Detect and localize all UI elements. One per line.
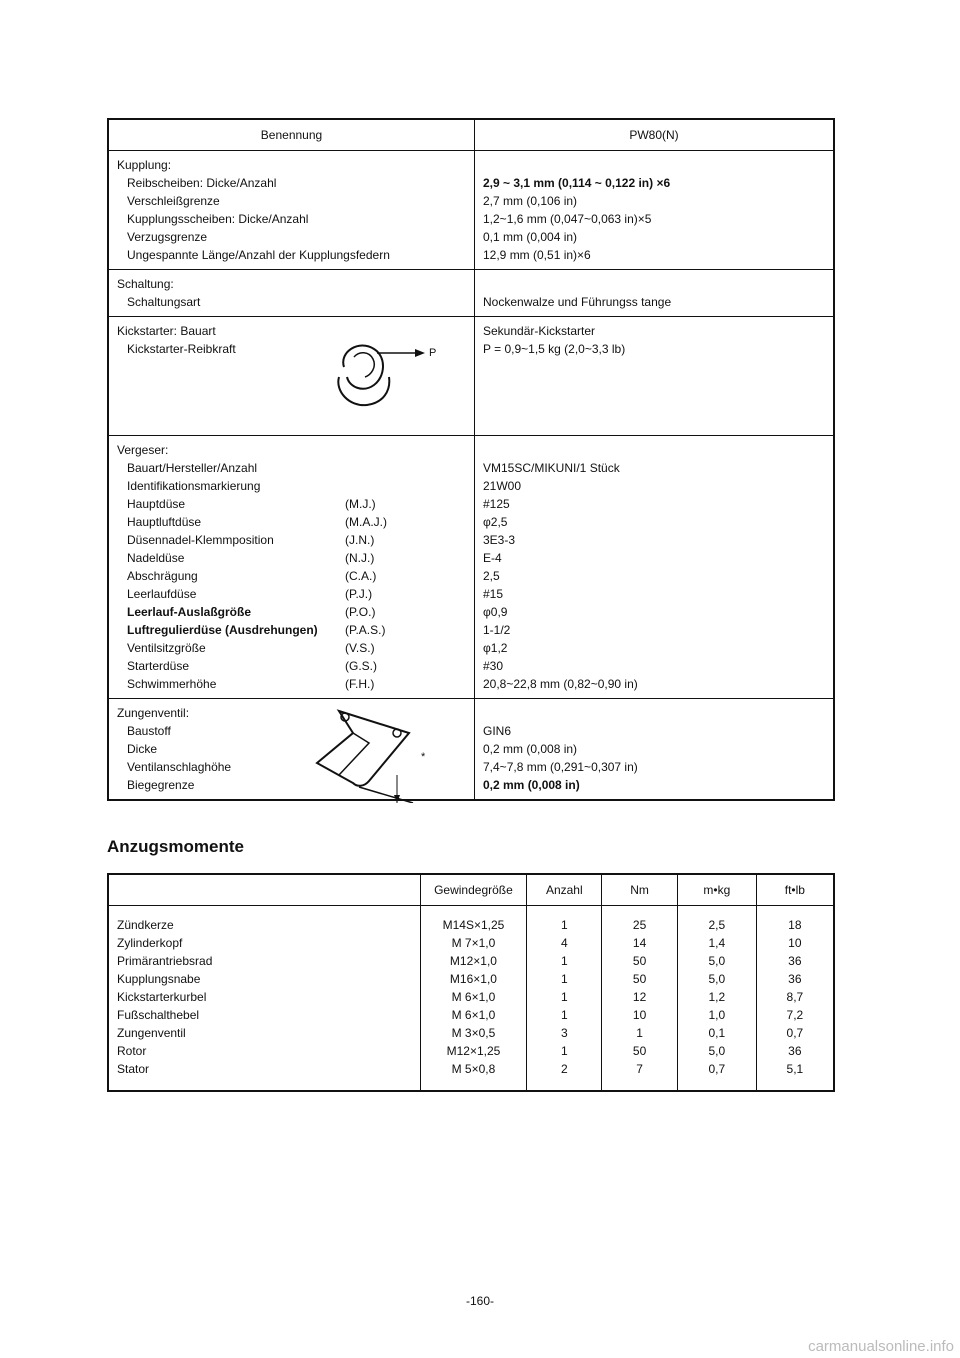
- table-cell: 0,1: [677, 1024, 756, 1042]
- torque-col-count: Anzahl: [527, 874, 602, 906]
- schaltung-values: [475, 270, 833, 316]
- table-row: [108, 1060, 834, 1091]
- vergaser-labels: [109, 436, 475, 698]
- spec-section-vergaser: [109, 435, 833, 698]
- vergaser-row-label: [117, 459, 466, 477]
- table-cell: Kupplungsnabe: [117, 972, 201, 986]
- table-cell: 5,0: [677, 1042, 756, 1060]
- table-cell: 7: [602, 1060, 678, 1091]
- spec-header-row: [109, 120, 833, 150]
- table-cell: M 6×1,0: [420, 988, 527, 1006]
- zungenventil-value: 7,4~7,8 mm (0,291~0,307 in): [483, 760, 638, 774]
- vergaser-label: Luftregulierdüse (Ausdrehungen): [127, 623, 318, 637]
- table-cell: 1: [527, 906, 602, 935]
- vergaser-value: 2,5: [483, 569, 500, 583]
- kickstarter-value: Sekundär-Kickstarter: [483, 324, 596, 338]
- zungenventil-value: GIN6: [483, 724, 512, 738]
- table-cell: 10: [756, 934, 834, 952]
- table-cell: M 5×0,8: [420, 1060, 527, 1091]
- vergaser-label: Düsennadel-Klemmposition: [127, 533, 274, 547]
- schaltung-value: Nockenwalze und Führungss tange: [483, 295, 672, 309]
- vergaser-values: [475, 436, 833, 698]
- table-cell: Zungenventil: [117, 1026, 186, 1040]
- vergaser-title: Vergeser:: [117, 443, 169, 457]
- table-cell: M14S×1,25: [420, 906, 527, 935]
- spec-section-schaltung: [109, 269, 833, 316]
- table-cell: 1: [527, 970, 602, 988]
- torque-col-ftlb: ft•lb: [756, 874, 834, 906]
- table-cell: 1,0: [677, 1006, 756, 1024]
- torque-table-body: [108, 906, 834, 1092]
- table-cell: M 3×0,5: [420, 1024, 527, 1042]
- zungenventil-label: Dicke: [127, 742, 158, 756]
- spec-table: [107, 118, 835, 801]
- vergaser-code: (G.S.): [345, 659, 377, 673]
- kupplung-label: Verschleißgrenze: [127, 194, 220, 208]
- table-row: [108, 1006, 834, 1024]
- vergaser-value: 21W00: [483, 479, 522, 493]
- vergaser-row-label: [117, 585, 466, 603]
- table-cell: M 7×1,0: [420, 934, 527, 952]
- kupplung-value: 12,9 mm (0,51 in)×6: [483, 248, 591, 262]
- table-cell: 14: [602, 934, 678, 952]
- table-cell: 1: [527, 988, 602, 1006]
- table-cell: M12×1,0: [420, 952, 527, 970]
- vergaser-code: (M.A.J.): [345, 515, 387, 529]
- vergaser-value: #15: [483, 587, 504, 601]
- vergaser-label-list: [117, 459, 466, 693]
- zungenventil-labels: [109, 699, 475, 799]
- torque-col-thread: Gewindegröße: [420, 874, 527, 906]
- table-cell: M16×1,0: [420, 970, 527, 988]
- table-cell: Zylinderkopf: [117, 936, 183, 950]
- table-row: [108, 988, 834, 1006]
- table-cell: 1: [527, 1006, 602, 1024]
- table-cell: 1: [527, 1042, 602, 1060]
- vergaser-value: #30: [483, 659, 504, 673]
- spec-header-benennung: Benennung: [109, 120, 475, 150]
- zungenventil-label: Biegegrenze: [127, 778, 195, 792]
- vergaser-code: (J.N.): [345, 533, 375, 547]
- table-cell: Fußschalthebel: [117, 1008, 200, 1022]
- vergaser-code: (M.J.): [345, 497, 376, 511]
- table-cell: Stator: [117, 1062, 150, 1076]
- zungenventil-values: [475, 699, 833, 799]
- table-cell: 4: [527, 934, 602, 952]
- table-cell: 5,1: [756, 1060, 834, 1091]
- table-cell: Rotor: [117, 1044, 147, 1058]
- section-title-anzugsmomente: Anzugsmomente: [107, 837, 244, 856]
- table-cell: 50: [602, 1042, 678, 1060]
- vergaser-code: (P.O.): [345, 605, 376, 619]
- spec-section-kickstarter: [109, 316, 833, 435]
- reed-valve-figure-label: *: [421, 751, 426, 763]
- zungenventil-value: 0,2 mm (0,008 in): [483, 742, 578, 756]
- vergaser-value: E-4: [483, 551, 502, 565]
- vergaser-code: (P.A.S.): [345, 623, 386, 637]
- schaltung-labels: [109, 270, 475, 316]
- vergaser-value: VM15SC/MIKUNI/1 Stück: [483, 461, 620, 475]
- table-cell: 2,5: [677, 906, 756, 935]
- table-cell: 18: [756, 906, 834, 935]
- kickstarter-labels: [109, 317, 475, 435]
- vergaser-label: Ventilsitzgröße: [127, 641, 206, 655]
- vergaser-row-label: [117, 675, 466, 693]
- schaltung-title: Schaltung:: [117, 277, 174, 291]
- kupplung-value: [483, 156, 825, 174]
- watermark: carmanualsonline.info: [808, 1338, 954, 1355]
- table-cell: M12×1,25: [420, 1042, 527, 1060]
- vergaser-code: (P.J.): [345, 587, 373, 601]
- table-cell: 0,7: [677, 1060, 756, 1091]
- torque-col-nm: Nm: [602, 874, 678, 906]
- vergaser-row-label: [117, 603, 466, 621]
- table-cell: 10: [602, 1006, 678, 1024]
- table-cell: 1,4: [677, 934, 756, 952]
- table-row: [108, 1024, 834, 1042]
- table-cell: 1: [602, 1024, 678, 1042]
- vergaser-row-label: [117, 495, 466, 513]
- vergaser-label: Hauptluftdüse: [127, 515, 202, 529]
- spec-section-zungenventil: [109, 698, 833, 799]
- table-cell: 2: [527, 1060, 602, 1091]
- vergaser-code: (N.J.): [345, 551, 375, 565]
- kickstarter-figure-label: P: [429, 347, 437, 359]
- kupplung-label: Reibscheiben: Dicke/Anzahl: [127, 176, 277, 190]
- zungenventil-label: Baustoff: [127, 724, 171, 738]
- table-cell: 1,2: [677, 988, 756, 1006]
- vergaser-row-label: [117, 531, 466, 549]
- vergaser-value-spacer: [483, 441, 825, 459]
- table-cell: 25: [602, 906, 678, 935]
- kickstarter-title: Kickstarter: Bauart: [117, 324, 216, 338]
- vergaser-row-label: [117, 657, 466, 675]
- page-number: -160-: [465, 1294, 494, 1308]
- kupplung-label: Kupplungsscheiben: Dicke/Anzahl: [127, 212, 309, 226]
- table-cell: Kickstarterkurbel: [117, 990, 207, 1004]
- kupplung-title: Kupplung:: [117, 158, 172, 172]
- vergaser-value: 20,8~22,8 mm (0,82~0,90 in): [483, 677, 638, 691]
- kickstarter-figure: [319, 327, 439, 417]
- table-cell: 36: [756, 1042, 834, 1060]
- vergaser-value: 1-1/2: [483, 623, 511, 637]
- vergaser-value-list: [483, 459, 825, 693]
- vergaser-value: φ2,5: [483, 515, 508, 529]
- table-row: [108, 1042, 834, 1060]
- zungenventil-label: Ventilanschlaghöhe: [127, 760, 232, 774]
- vergaser-label: Leerlauf-Auslaßgröße: [127, 605, 252, 619]
- vergaser-label: Abschrägung: [127, 569, 198, 583]
- spec-header-model: PW80(N): [629, 128, 679, 142]
- torque-col-name: [108, 874, 420, 906]
- kickstarter-label: Kickstarter-Reibkraft: [127, 342, 236, 356]
- schaltung-label: Schaltungsart: [127, 295, 201, 309]
- vergaser-code: (V.S.): [345, 641, 375, 655]
- kickstarter-values: [475, 317, 833, 435]
- zungenventil-title: Zungenventil:: [117, 706, 190, 720]
- table-cell: Zündkerze: [117, 918, 174, 932]
- zungenventil-value: 0,2 mm (0,008 in): [483, 778, 580, 792]
- vergaser-row-label: [117, 477, 466, 495]
- kupplung-values: [475, 151, 833, 269]
- kupplung-value: 0,1 mm (0,004 in): [483, 230, 578, 244]
- table-row: [108, 970, 834, 988]
- vergaser-row-label: [117, 639, 466, 657]
- vergaser-row-label: [117, 621, 466, 639]
- vergaser-label: Starterdüse: [127, 659, 190, 673]
- torque-col-mkg: m•kg: [677, 874, 756, 906]
- vergaser-row-label: [117, 513, 466, 531]
- vergaser-label: Hauptdüse: [127, 497, 186, 511]
- kupplung-value: 2,7 mm (0,106 in): [483, 194, 578, 208]
- table-row: [108, 952, 834, 970]
- spec-section-kupplung: [109, 150, 833, 269]
- vergaser-code: (F.H.): [345, 677, 375, 691]
- kupplung-label: Ungespannte Länge/Anzahl der Kupplungsfedern: [127, 248, 390, 262]
- table-cell: 50: [602, 970, 678, 988]
- vergaser-row-label: [117, 549, 466, 567]
- table-cell: 36: [756, 952, 834, 970]
- vergaser-value: φ0,9: [483, 605, 508, 619]
- vergaser-label: Identifikationsmarkierung: [127, 479, 261, 493]
- table-cell: 7,2: [756, 1006, 834, 1024]
- kupplung-labels: [109, 151, 475, 269]
- vergaser-value: 3E3-3: [483, 533, 516, 547]
- table-cell: 1: [527, 952, 602, 970]
- vergaser-label: Bauart/Hersteller/Anzahl: [127, 461, 258, 475]
- table-cell: 5,0: [677, 970, 756, 988]
- torque-table: [107, 873, 835, 1092]
- table-cell: 12: [602, 988, 678, 1006]
- vergaser-value: #125: [483, 497, 510, 511]
- table-cell: 3: [527, 1024, 602, 1042]
- vergaser-label: Leerlaufdüse: [127, 587, 197, 601]
- kupplung-value: 2,9 ~ 3,1 mm (0,114 ~ 0,122 in) ×6: [483, 176, 671, 190]
- kupplung-value: 1,2~1,6 mm (0,047~0,063 in)×5: [483, 212, 652, 226]
- kickstarter-value: P = 0,9~1,5 kg (2,0~3,3 lb): [483, 342, 626, 356]
- table-row: [108, 906, 834, 935]
- table-cell: 50: [602, 952, 678, 970]
- table-cell: 0,7: [756, 1024, 834, 1042]
- vergaser-row-label: [117, 567, 466, 585]
- table-cell: M 6×1,0: [420, 1006, 527, 1024]
- table-cell: 8,7: [756, 988, 834, 1006]
- vergaser-label: Nadeldüse: [127, 551, 185, 565]
- table-cell: Primärantriebsrad: [117, 954, 213, 968]
- reed-valve-figure: [309, 703, 419, 803]
- vergaser-label: Schwimmerhöhe: [127, 677, 217, 691]
- vergaser-value: φ1,2: [483, 641, 508, 655]
- table-row: [108, 934, 834, 952]
- vergaser-code: (C.A.): [345, 569, 377, 583]
- torque-header-row: [108, 874, 834, 906]
- kupplung-label: Verzugsgrenze: [127, 230, 208, 244]
- table-cell: 36: [756, 970, 834, 988]
- table-cell: 5,0: [677, 952, 756, 970]
- schaltung-value: [483, 275, 825, 293]
